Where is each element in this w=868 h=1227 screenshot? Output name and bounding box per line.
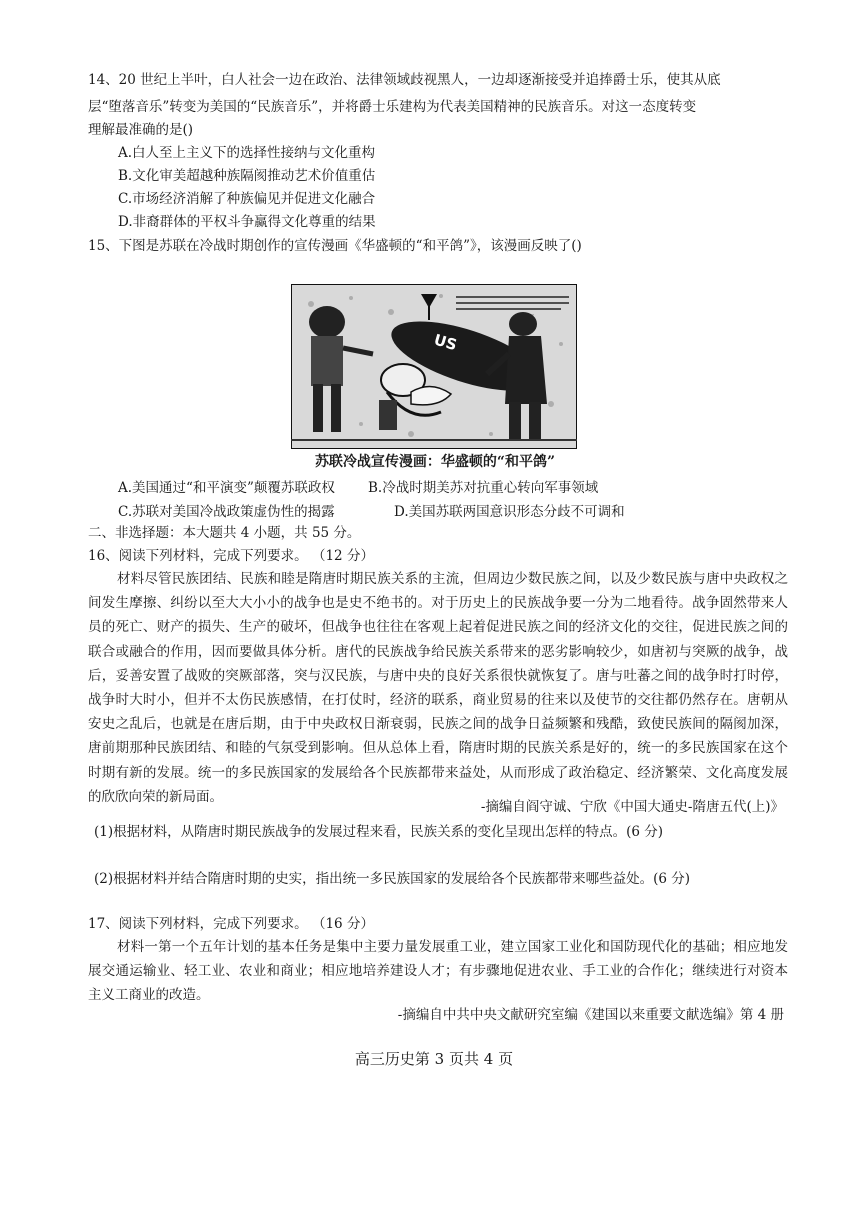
q15-option-b: B.冷战时期美苏对抗重心转向军事领域 [368, 480, 599, 496]
q17-material: 材料一第一个五年计划的基本任务是集中主要力量发展重工业，建立国家工业化和国防现代化的基础；相应地发展交通运输业、轻工业、农业和商业；相应地培养建设人才；有步骤地促进农业、手工业的合作化；继续进行对资本主义工商业的改造。 [88, 939, 788, 1003]
q14-stem-line-3: 理解最准确的是() [88, 122, 194, 138]
q15-option-a: A.美国通过“和平演变”颠覆苏联政权 [118, 480, 335, 496]
q15-option-c: C.苏联对美国冷战政策虚伪性的揭露 [118, 504, 335, 520]
q14-option-b: B.文化审美超越种族隔阂推动艺术价值重估 [118, 168, 376, 184]
q14-option-a: A.白人至上主义下的选择性接纳与文化重构 [118, 145, 376, 161]
q14-stem-line-2: 层“堕落音乐”转变为美国的“民族音乐”，并将爵士乐建构为代表美国精神的民族音乐。对这一态度转变 [88, 99, 697, 115]
q16-material: 材料尽管民族团结、民族和睦是隋唐时期民族关系的主流，但周边少数民族之间，以及少数民族与唐中央政权之间发生摩擦、纠纷以至大大小小的战争也是史不绝书的。对于历史上的民族战争要一分为二地看待。战争固然带来人员的死亡、财产的损失、生产的破坏，但战争也往往在客观上起着促进民族之间的经济文化的交往，促进民族之间的联合或融合的作用，因而要做具体分析。唐代的民族战争给民族关系带来的恶劣影响较少，如唐初与突厥的战争，战后，妥善安置了战败的突厥部落，突与汉民族，与唐中央的良好关系很快就恢复了。唐与吐蕃之间的战争时打时停，战争时大时小，但并不太伤民族感情，在打仗时，经济的联系，商业贸易的往来以及使节的交往都仍然存在。唐朝从安史之乱后，也就是在唐后期，由于中央政权日渐衰弱，民族之间的战争日益频繁和残酷，致使民族间的隔阂加深，唐前期那种民族团结、和睦的气氛受到影响。但从总体上看，隋唐时期的民族关系是好的，统一的多民族国家在这个时期有新的发展。统一的多民族国家的发展给各个民族都带来益处，从而形成了政治稳定、经济繁荣、文化高度发展的欣欣向荣的新局面。 [88, 571, 788, 805]
q17-source: -摘编自中共中央文献研究室编《建国以来重要文献选编》第 4 册 [397, 1007, 784, 1023]
page-footer: 高三历史第 3 页共 4 页 [354, 1050, 514, 1068]
q14-option-d: D.非裔群体的平权斗争赢得文化尊重的结果 [118, 214, 376, 230]
q16-stem: 16、阅读下列材料，完成下列要求。 （12 分） [88, 548, 374, 564]
propaganda-cartoon-image [291, 284, 577, 449]
q14-stem-line-1: 14、20 世纪上半叶，白人社会一边在政治、法律领域歧视黑人，一边却逐渐接受并追捧爵士乐，使其从底 [88, 72, 721, 88]
q14-option-c: C.市场经济消解了种族偏见并促进文化融合 [118, 191, 376, 207]
cartoon-caption: 苏联冷战宣传漫画：华盛顿的“和平鸽” [314, 454, 556, 470]
section-2-heading: 二、非选择题：本大题共 4 小题，共 55 分。 [88, 525, 361, 541]
q16-subquestion-1: (1)根据材料，从隋唐时期民族战争的发展过程来看，民族关系的变化呈现出怎样的特点。(6 分) [94, 824, 664, 840]
q17-stem: 17、阅读下列材料，完成下列要求。 （16 分） [88, 916, 374, 932]
q16-source: -摘编自阎守诚、宁欣《中国大通史-隋唐五代(上)》 [480, 799, 784, 815]
q16-subquestion-2: (2)根据材料并结合隋唐时期的史实，指出统一多民族国家的发展给各个民族都带来哪些益处。(6 分) [94, 871, 691, 887]
cartoon-us-label: US [431, 330, 459, 355]
q15-stem: 15、下图是苏联在冷战时期创作的宣传漫画《华盛顿的“和平鸽”》，该漫画反映了() [88, 238, 582, 254]
q15-option-d: D.美国苏联两国意识形态分歧不可调和 [394, 504, 625, 520]
